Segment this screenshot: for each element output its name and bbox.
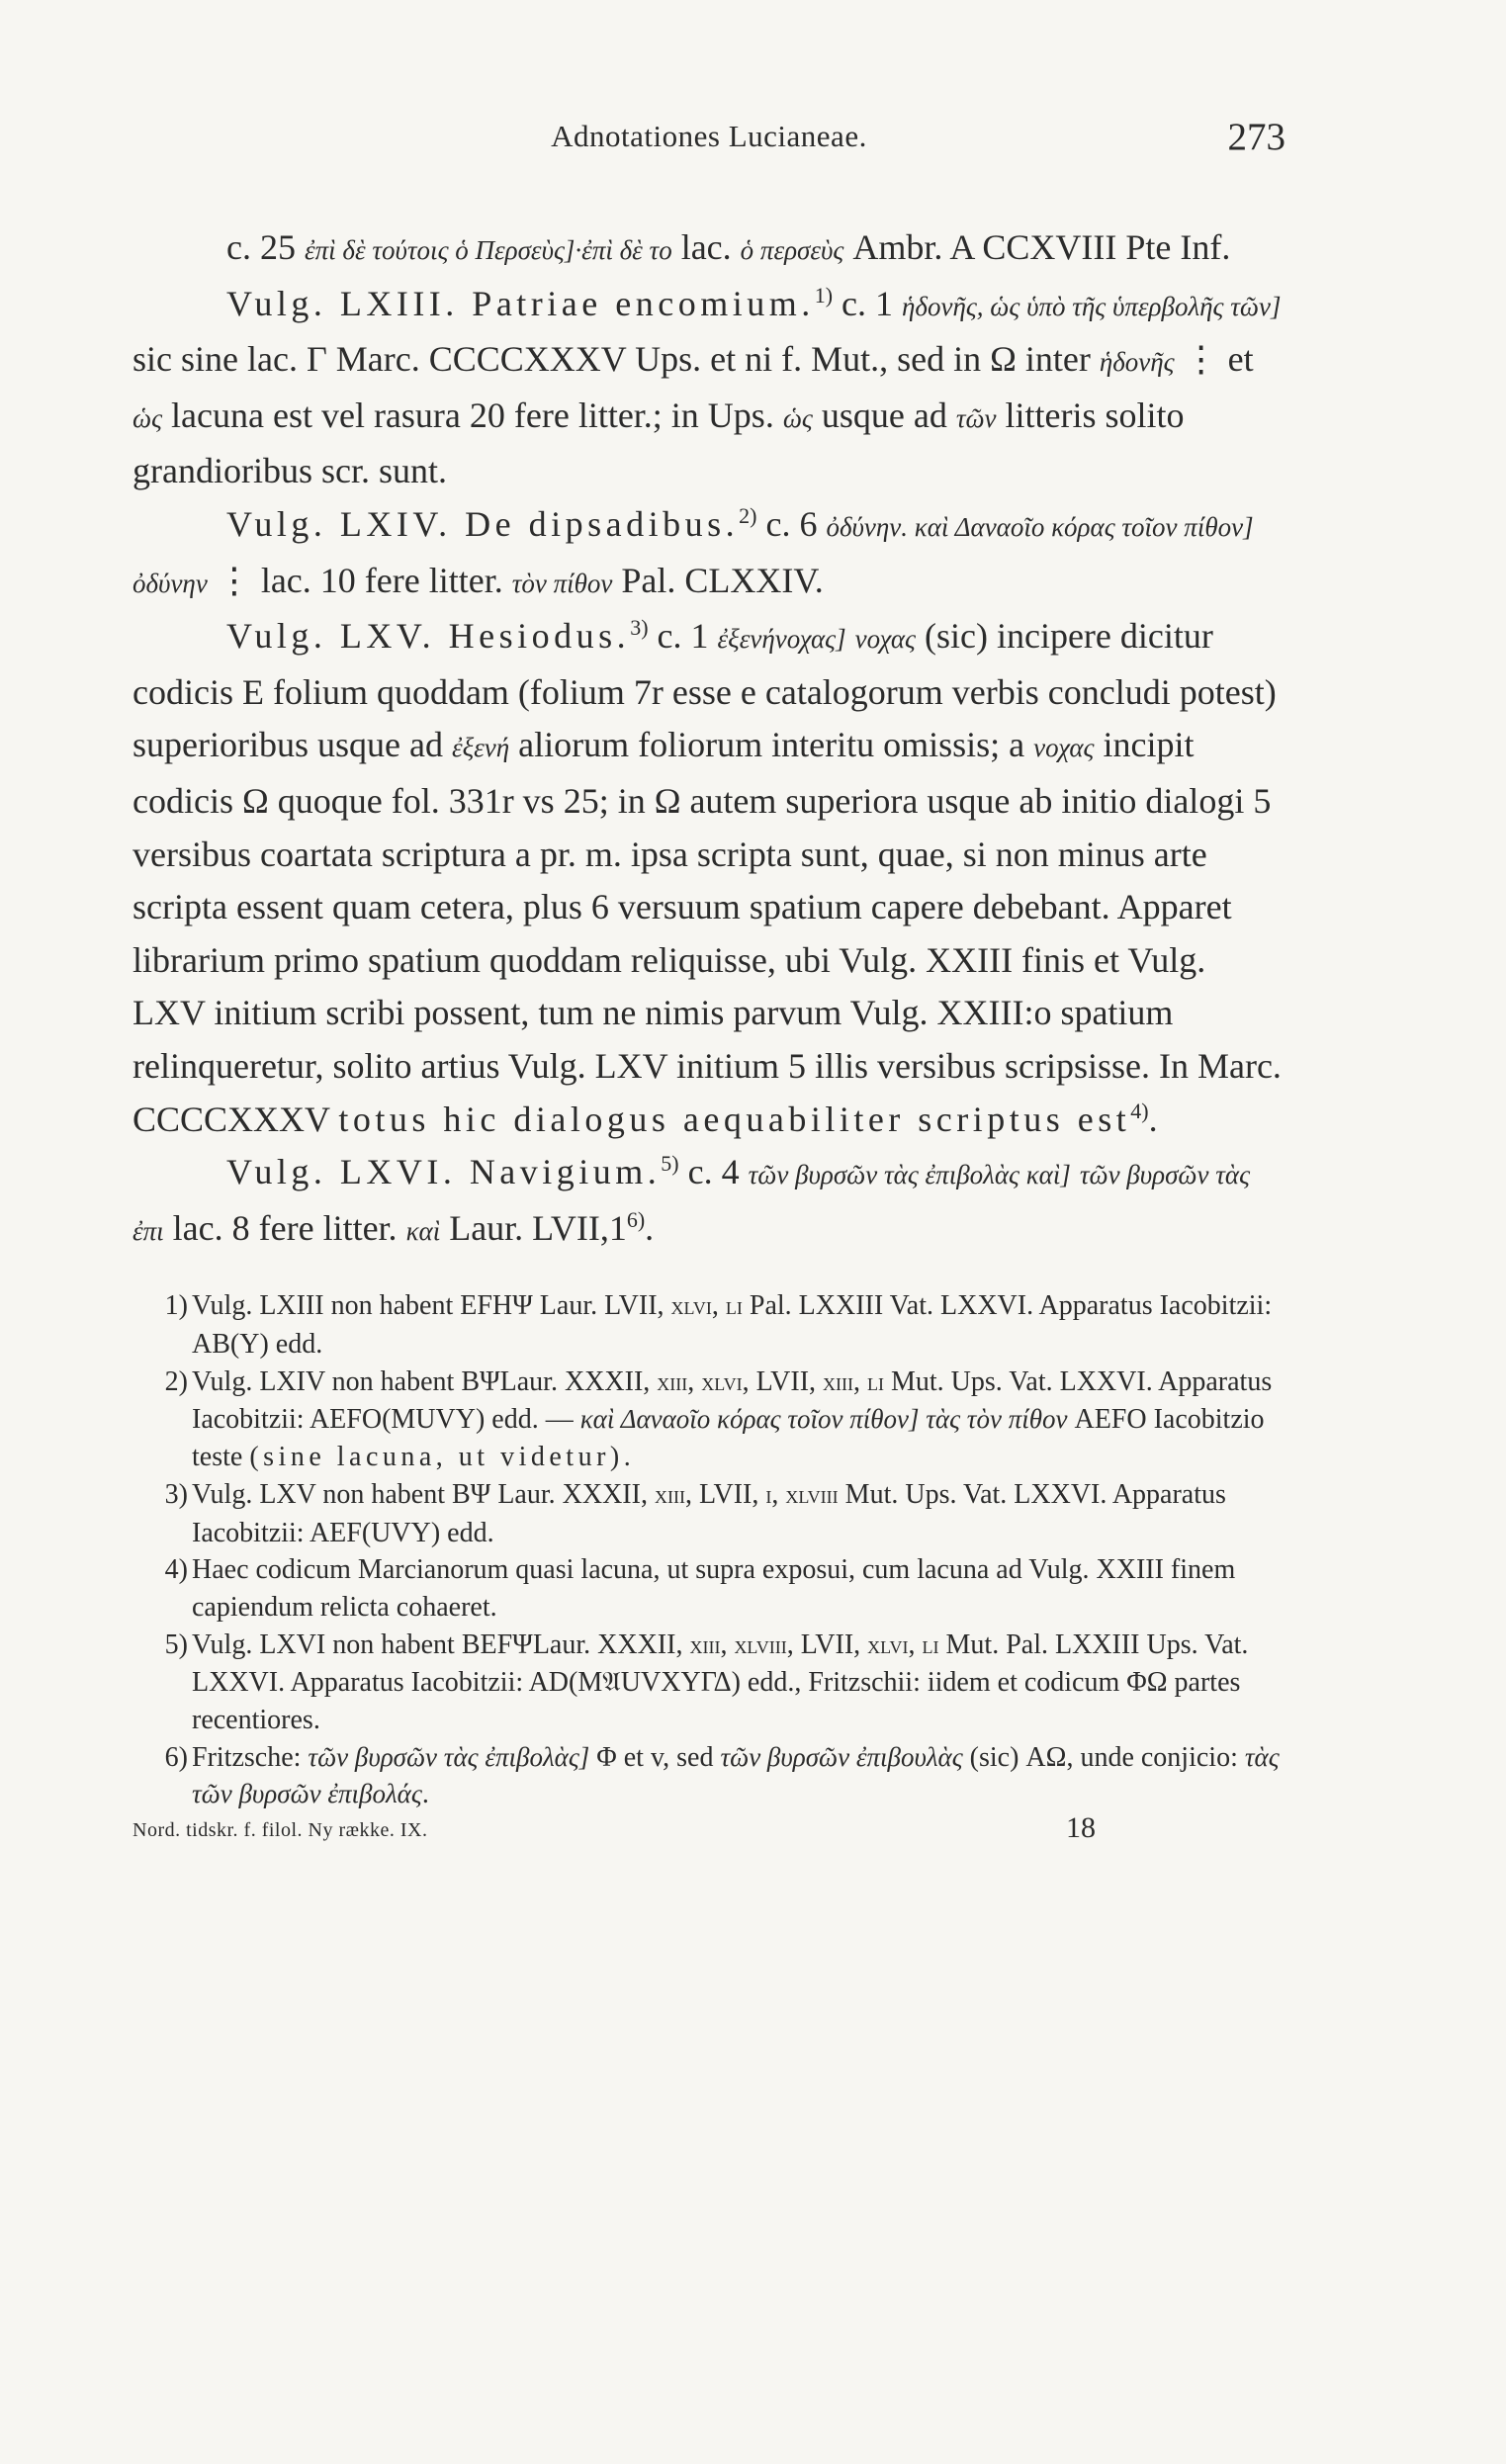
text-run: ⋮ et: [1174, 339, 1254, 380]
text-run: Haec codicum Marcianorum quasi lacuna, ut supra exposui, cum lacuna ad Vulg. XXIII finem capiendum relicta cohaeret.: [192, 1554, 1236, 1623]
text-run: aliorum foliorum interitu omissis; a: [509, 725, 1034, 765]
spaced-heading: Vulg. LXV. Hesiodus.: [226, 616, 631, 657]
small-caps-numeral: li: [725, 1293, 743, 1321]
greek-text: τῶν βυρσῶν τὰς ἐπιβολὰς καὶ]: [748, 1160, 1071, 1190]
text-run: ,: [853, 1365, 867, 1397]
text-run: c. 1: [833, 283, 903, 323]
text-run: ,: [720, 1628, 735, 1660]
small-caps-numeral: xlvi: [867, 1631, 909, 1659]
footnote: [133, 1739, 1285, 1813]
footnote: [133, 1627, 1285, 1739]
text-run: .: [1148, 1099, 1158, 1139]
greek-text: ὀδύνην: [133, 568, 208, 598]
text-run: usque ad: [812, 395, 956, 435]
footnote: [133, 1287, 1285, 1363]
greek-text: νοχας: [1033, 733, 1095, 763]
sheet-number: 18: [1066, 1811, 1096, 1845]
footnote-mark: 3): [164, 1478, 188, 1510]
greek-text: τῶν βυρσῶν τὰς ἐπι: [133, 1160, 1251, 1246]
text-run: Mut. Ups. Vat. LXXVI. Apparatus Iacobitzii: AEFO(MUVY) edd. —: [192, 1365, 1273, 1436]
spaced-heading: Vulg. LXVI. Navigium.: [226, 1152, 662, 1192]
footnote-mark: 5): [164, 1628, 188, 1660]
spaced-heading: totus hic dialogus aequabiliter scriptus est: [338, 1099, 1131, 1139]
footnote: [133, 1551, 1285, 1626]
small-caps-numeral: xlviii: [734, 1631, 787, 1659]
footnote: [133, 1476, 1285, 1551]
footnote-ref: 3): [630, 615, 649, 641]
text-run: lac. 8 fere litter.: [163, 1207, 406, 1248]
paragraph: [133, 610, 1285, 1146]
greek-text: καὶ: [405, 1215, 441, 1246]
greek-text: ὁ περσεὺς: [740, 235, 844, 265]
text-run: Pal. LXXIII Vat. LXXVI. Apparatus Iacobitzii: AB(Y) edd.: [192, 1290, 1273, 1360]
text-run: Laur. LVII,1: [440, 1207, 627, 1248]
small-caps-numeral: xiii: [689, 1631, 721, 1659]
text-run: lacuna est vel rasura 20 fere litter.; in Ups.: [162, 395, 783, 435]
text-run: Vulg. LXV non habent BΨ Laur. XXXII,: [192, 1478, 655, 1510]
greek-text: ὀδύνην. καὶ Δαναοῖο κόρας τοῖον πίθον]: [826, 511, 1254, 542]
greek-text: τῶν: [955, 402, 997, 433]
text-run: Ambr. A CCXVIII Pte Inf.: [843, 227, 1231, 267]
text-run: Fritzsche:: [192, 1741, 309, 1773]
text-run: Vulg. LXVI non habent BEFΨLaur. XXXII,: [192, 1628, 690, 1660]
footnotes: [133, 1287, 1285, 1813]
text-run: (sic) AΩ, unde conjicio:: [962, 1741, 1245, 1773]
small-caps-numeral: li: [867, 1368, 884, 1396]
text-run: Vulg. LXIV non habent BΨLaur. XXXII,: [192, 1365, 658, 1397]
text-run: ,: [908, 1628, 923, 1660]
text-run: , LVII,: [742, 1365, 824, 1397]
signature-line: Nord. tidskr. f. filol. Ny række. IX.: [133, 1819, 428, 1842]
spaced-heading: Vulg. LXIII. Patriae encomium.: [226, 283, 815, 323]
footnote-ref: 5): [661, 1151, 679, 1177]
text-run: (sic) incipere dicitur codicis E folium quoddam (folium 7r esse e catalogorum verbis concludi potest) superioribus usque ad: [133, 616, 1277, 765]
greek-text: ἐξενή: [451, 733, 510, 763]
page: [133, 116, 1285, 1855]
greek-text: τῶν βυρσῶν ἐπιβουλὰς: [720, 1741, 963, 1772]
greek-text: τὰς τῶν βυρσῶν ἐπιβολάς: [192, 1741, 1280, 1809]
small-caps-numeral: xiii: [654, 1481, 685, 1509]
greek-text: ὡς: [133, 402, 163, 433]
small-caps-numeral: xlviii: [785, 1481, 839, 1509]
greek-text: ἐπὶ δὲ τούτοις ὁ Περσεὺς]·ἐπὶ δὲ το: [304, 235, 672, 265]
text-run: .: [421, 1779, 429, 1810]
text-run: Vulg. LXIII non habent EFHΨ Laur. LVII,: [192, 1290, 671, 1322]
footnote-ref: 4): [1130, 1098, 1149, 1123]
footnote-mark: 6): [164, 1741, 188, 1773]
text-run: lac.: [671, 227, 741, 267]
text-run: , LVII,: [684, 1478, 766, 1510]
text-run: c. 25: [226, 227, 305, 267]
text-run: c. 1: [648, 616, 718, 657]
small-caps-numeral: xlvi: [670, 1293, 712, 1321]
text-run: , LVII,: [786, 1628, 868, 1660]
text-run: [846, 616, 855, 656]
text-run: litteris solito grandioribus scr. sunt.: [133, 395, 1185, 491]
text-run: .: [645, 1207, 655, 1248]
main-text: [133, 221, 1285, 1258]
greek-text: καὶ Δαναοῖο κόρας τοῖον πίθον] τὰς τὸν πίθον: [579, 1404, 1068, 1435]
running-title: Adnotationes Lucianeae.: [551, 119, 867, 153]
greek-text: τῶν βυρσῶν τὰς ἐπιβολὰς]: [308, 1741, 590, 1772]
greek-text: τὸν πίθον: [511, 568, 613, 598]
small-caps-numeral: li: [922, 1631, 939, 1659]
greek-text: ἐξενήνοχας]: [717, 624, 846, 655]
page-footer: [133, 1811, 1285, 1855]
text-run: ,: [771, 1478, 786, 1510]
text-run: ,: [711, 1290, 726, 1322]
paragraph: [133, 221, 1285, 278]
footnote-mark: 4): [164, 1554, 188, 1586]
text-run: ⋮ lac. 10 fere litter.: [207, 560, 512, 600]
spaced-heading: (sine lacuna, ut videtur).: [249, 1442, 636, 1473]
footnote-mark: 2): [164, 1365, 188, 1397]
small-caps-numeral: xlvi: [701, 1368, 743, 1396]
paragraph: [133, 498, 1285, 610]
footnote-ref: 6): [626, 1206, 646, 1232]
text-run: c. 4: [678, 1152, 749, 1192]
footnote-ref: 2): [739, 502, 757, 528]
text-run: Pal. CLXXIV.: [612, 560, 824, 600]
text-run: sic sine lac. Γ Marc. CCCCXXXV Ups. et ni f. Mut., sed in Ω inter: [133, 339, 1100, 380]
greek-text: ἡδονῆς, ὡς ὑπὸ τῆς ὑπερβολῆς τῶν]: [902, 291, 1282, 321]
spaced-heading: Vulg. LXIV. De dipsadibus.: [226, 503, 740, 544]
text-run: c. 6: [756, 503, 827, 544]
text-run: Mut. Ups. Vat. LXXVI. Apparatus Iacobitzii: AEF(UVY) edd.: [192, 1478, 1226, 1548]
greek-text: ἡδονῆς: [1099, 347, 1175, 378]
paragraph: [133, 278, 1285, 498]
page-number: 273: [1227, 116, 1285, 158]
small-caps-numeral: xiii: [823, 1368, 853, 1396]
text-run: Φ et v, sed: [589, 1741, 721, 1773]
paragraph: [133, 1146, 1285, 1258]
text-run: [1071, 1152, 1080, 1191]
text-run: ,: [687, 1365, 702, 1397]
text-run: AEFO Iacobitzio teste: [192, 1404, 1265, 1473]
running-header: [133, 116, 1285, 188]
text-run: Mut. Pal. LXXIII Ups. Vat. LXXVI. Apparatus Iacobitzii: AD(M𝔄UVXYΓΔ) edd., Fritzschii: iidem et codicum ΦΩ partes recentiores.: [192, 1628, 1249, 1736]
greek-text: νοχας: [854, 624, 916, 655]
footnote-ref: 1): [814, 282, 834, 308]
text-run: incipit codicis Ω quoque fol. 331r vs 25; in Ω autem superiora usque ab initio dialogi 5 versibus coartata scriptura a pr. m. ipsa scripta sunt, quae, si non minus arte scripta essent quam cetera, plus 6 versuum spatium capere debebant. Apparet librarium primo spatium quoddam reliquisse, ubi Vulg. XXIII finis et Vulg. LXV initium scribi possent, tum ne nimis parvum Vulg. XXIII:o spatium relinqueretur, solito artius Vulg. LXV initium 5 illis versibus scripsisse. In Marc. CCCCXXXV: [133, 725, 1282, 1139]
greek-text: ὡς: [782, 402, 813, 433]
footnote-mark: 1): [164, 1290, 188, 1322]
small-caps-numeral: xiii: [657, 1368, 688, 1396]
small-caps-numeral: i: [765, 1481, 772, 1509]
footnote: [133, 1364, 1285, 1476]
